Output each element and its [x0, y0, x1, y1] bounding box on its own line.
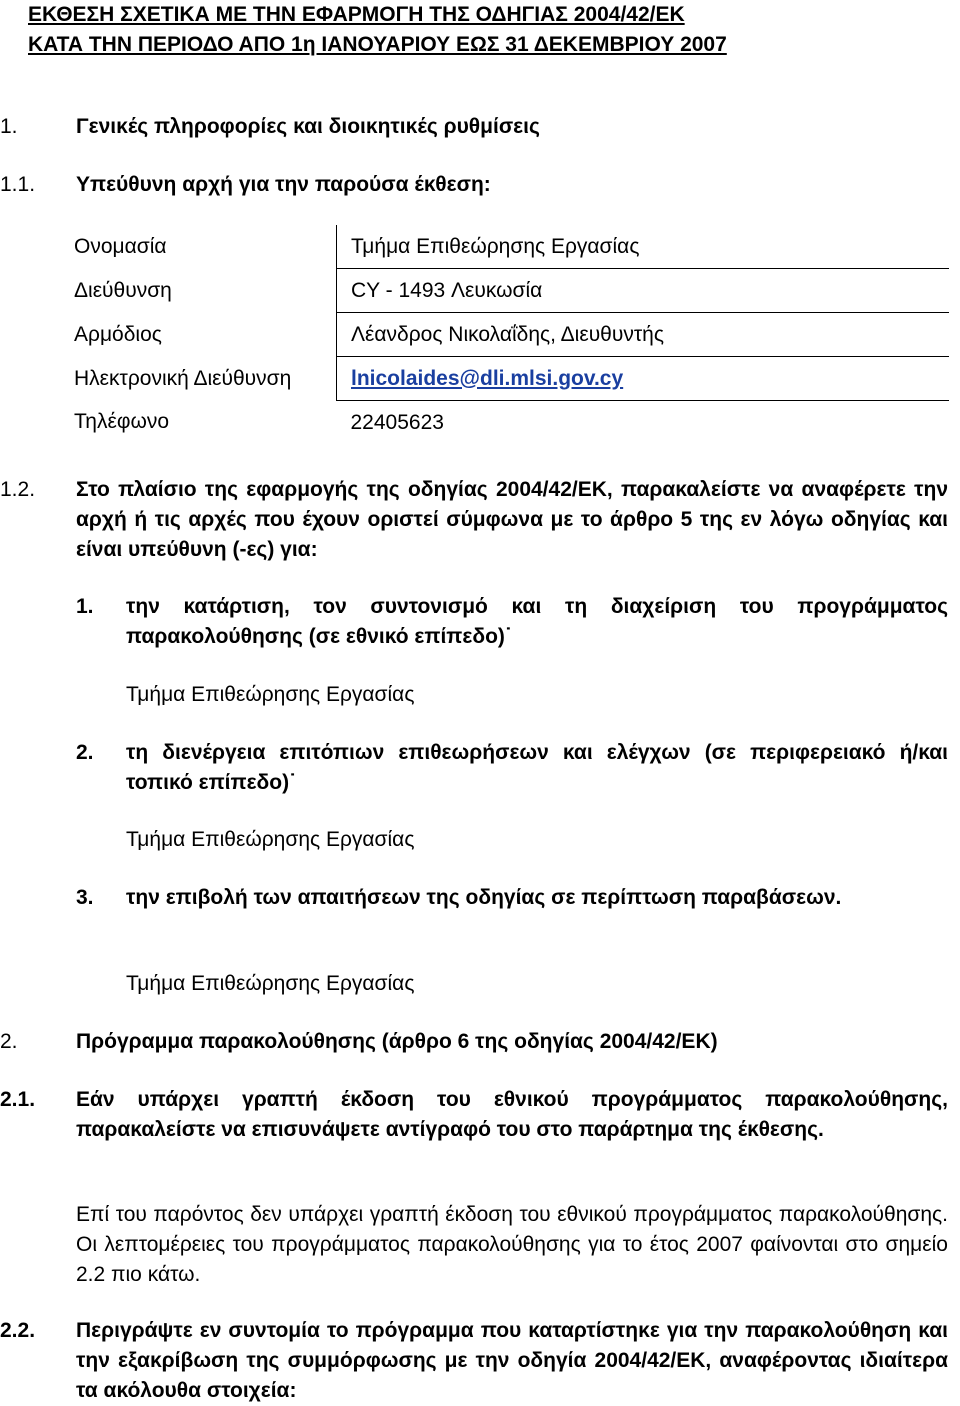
section-2-1-number: 2.1. — [0, 1088, 36, 1111]
value-name: Τμήμα Επιθεώρησης Εργασίας — [337, 225, 950, 269]
label-address: Διεύθυνση — [74, 278, 172, 302]
email-link[interactable]: lnicolaides@dli.mlsi.gov.cy — [351, 366, 624, 390]
section-2-title: Πρόγραμμα παρακολούθησης (άρθρο 6 της οδηγίας 2004/42/ΕΚ) — [76, 1030, 718, 1053]
section-2-2-question: Περιγράψτε εν συντομία το πρόγραμμα που καταρτίστηκε για την παρακολούθηση και την εξακρίβωση της συμμόρφωσης με την οδηγία 2004/42/ΕΚ, αναφέροντας ιδιαίτερα τα ακόλουθα στοιχεία: — [76, 1319, 948, 1402]
label-email: Ηλεκτρονική Διεύθυνση — [74, 366, 292, 390]
section-1-1-number: 1.1. — [0, 173, 36, 196]
item-2-number: 2. — [76, 741, 94, 764]
value-phone: 22405623 — [350, 410, 444, 434]
label-responsible: Αρμόδιος — [74, 322, 162, 346]
item-3-text: την επιβολή των απαιτήσεων της οδηγίας σε περίπτωση παραβάσεων. — [126, 886, 842, 909]
report-title-line1: ΕΚΘΕΣΗ ΣΧΕΤΙΚΑ ΜΕ ΤΗΝ ΕΦΑΡΜΟΓΗ ΤΗΣ ΟΔΗΓΙΑΣ 2004/42/ΕΚ — [28, 3, 685, 26]
table-row — [62, 401, 949, 445]
authority-info-table — [62, 225, 949, 444]
section-2-1-answer: Επί του παρόντος δεν υπάρχει γραπτή έκδοση του εθνικού προγράμματος παρακολούθησης. Οι λεπτομέρειες του προγράμματος παρακολούθησης για το έτος 2007 φαίνονται στο σημείο 2.2 πιο κάτω. — [76, 1203, 948, 1286]
item-1-text: την κατάρτιση, τον συντονισμό και τη διαχείριση του προγράμματος παρακολούθησης (σε εθνικό επίπεδο)˙ — [126, 595, 948, 648]
value-responsible: Λέανδρος Νικολαΐδης, Διευθυντής — [337, 313, 950, 357]
section-2-2-number: 2.2. — [0, 1319, 36, 1342]
section-1-2-text: Στο πλαίσιο της εφαρμογής της οδηγίας 2004/42/ΕΚ, παρακαλείστε να αναφέρετε την αρχή ή τις αρχές που έχουν οριστεί σύμφωνα με το άρθρο 5 της εν λόγω οδηγίας και είναι υπεύθυνη (-ες) για: — [76, 478, 948, 561]
label-phone: Τηλέφωνο — [74, 410, 170, 434]
item-1-answer: Τμήμα Επιθεώρησης Εργασίας — [126, 683, 415, 706]
item-3-number: 3. — [76, 886, 94, 909]
value-address: CY - 1493 Λευκωσία — [337, 269, 950, 313]
section-1-number: 1. — [0, 115, 18, 138]
item-2-text: τη διενέργεια επιτόπιων επιθεωρήσεων και ελέγχων (σε περιφερειακό ή/και τοπικό επίπεδο)˙ — [126, 741, 948, 794]
section-2-number: 2. — [0, 1030, 18, 1053]
item-3-answer: Τμήμα Επιθεώρησης Εργασίας — [126, 972, 415, 995]
table-row — [62, 225, 949, 269]
section-1-1-title: Υπεύθυνη αρχή για την παρούσα έκθεση: — [76, 173, 491, 196]
table-row — [62, 313, 949, 357]
item-2-answer: Τμήμα Επιθεώρησης Εργασίας — [126, 828, 415, 851]
table-row — [62, 269, 949, 313]
section-1-2-number: 1.2. — [0, 478, 36, 501]
section-2-1-question: Εάν υπάρχει γραπτή έκδοση του εθνικού προγράμματος παρακολούθησης, παρακαλείστε να επισυνάψετε αντίγραφό του στο παράρτημα της έκθεσης. — [76, 1088, 948, 1141]
report-title-line2: ΚΑΤΑ ΤΗΝ ΠΕΡΙΟΔΟ ΑΠΟ 1η ΙΑΝΟΥΑΡΙΟΥ ΕΩΣ 31 ΔΕΚΕΜΒΡΙΟΥ 2007 — [28, 33, 727, 56]
section-1-title: Γενικές πληροφορίες και διοικητικές ρυθμίσεις — [76, 115, 540, 138]
table-row — [62, 357, 949, 401]
item-1-number: 1. — [76, 595, 94, 618]
label-name: Ονομασία — [74, 234, 167, 258]
